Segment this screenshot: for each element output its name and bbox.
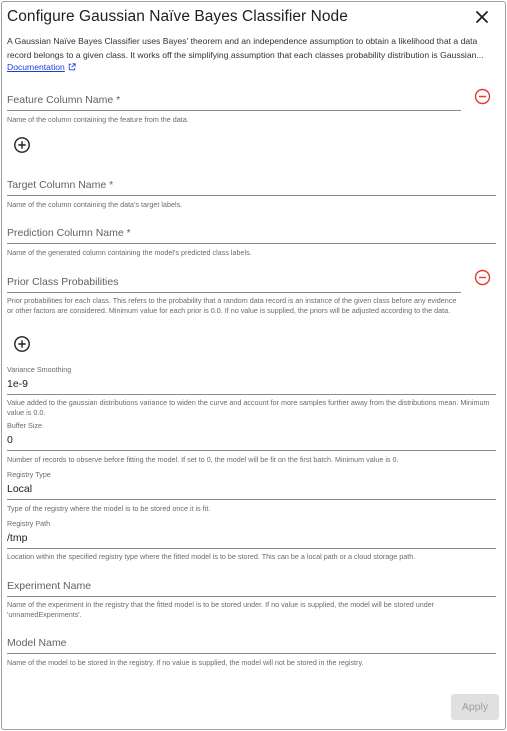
registry-type-value: Local <box>7 483 33 495</box>
remove-prior-class-probability-button[interactable] <box>474 269 491 291</box>
registry-path-label: Registry Path <box>7 519 51 528</box>
registry-type-label: Registry Type <box>7 470 51 479</box>
external-link-icon <box>68 63 76 71</box>
prior-class-probabilities-field[interactable] <box>7 272 461 294</box>
registry-type-underline <box>7 499 496 500</box>
remove-circle-icon <box>474 269 491 286</box>
feature-column-field[interactable] <box>7 90 461 112</box>
remove-circle-icon <box>474 88 491 105</box>
registry-path-helper: Location within the specified registry type where the fitted model is to be stored. This can be a local path or a cloud storage path. <box>7 552 416 561</box>
remove-feature-column-button[interactable] <box>474 88 491 110</box>
model-name-label: Model Name <box>7 637 67 649</box>
target-column-underline <box>7 195 496 196</box>
documentation-link-label: Documentation <box>7 62 65 72</box>
registry-type-helper: Type of the registry where the model is to be stored once it is fit. <box>7 504 211 513</box>
add-prior-class-probability-button[interactable] <box>13 335 31 358</box>
add-circle-icon <box>13 136 31 154</box>
add-circle-icon <box>13 335 31 353</box>
buffer-size-underline <box>7 450 496 451</box>
prediction-column-underline <box>7 243 496 244</box>
prediction-column-label: Prediction Column Name * <box>7 227 131 239</box>
documentation-link[interactable] <box>7 62 76 72</box>
add-feature-column-button[interactable] <box>13 136 31 159</box>
feature-column-label: Feature Column Name * <box>7 94 121 106</box>
prior-class-probabilities-label: Prior Class Probabilities <box>7 276 119 288</box>
prediction-column-helper: Name of the generated column containing the model's predicted class labels. <box>7 248 252 257</box>
model-name-underline <box>7 653 496 654</box>
prediction-column-field[interactable] <box>7 223 496 245</box>
apply-button[interactable]: Apply <box>451 694 499 720</box>
close-icon <box>472 7 492 27</box>
experiment-name-label: Experiment Name <box>7 580 92 592</box>
experiment-name-field[interactable] <box>7 576 496 598</box>
variance-smoothing-helper: Value added to the gaussian distributions variance to widen the curve and account for more samples further away from the distributions mean. Minimum value is 0.0. <box>7 398 490 417</box>
buffer-size-value: 0 <box>7 434 13 446</box>
prior-class-probabilities-helper: Prior probabilities for each class. This refers to the probability that a random data record is an instance of the given class before any evidence or other factors are considered. Minimum value for each prior is 0.0. If no value is supplied, the priors will be adjusted according to the data. <box>7 296 457 315</box>
variance-smoothing-input[interactable] <box>7 375 496 395</box>
registry-type-select[interactable] <box>7 480 496 500</box>
variance-smoothing-label: Variance Smoothing <box>7 365 72 374</box>
variance-smoothing-underline <box>7 394 496 395</box>
feature-column-helper: Name of the column containing the feature from the data. <box>7 115 189 124</box>
registry-path-input[interactable] <box>7 529 496 549</box>
experiment-name-underline <box>7 596 496 597</box>
target-column-label: Target Column Name * <box>7 179 114 191</box>
buffer-size-label: Buffer Size <box>7 421 43 430</box>
feature-column-underline <box>7 110 461 111</box>
model-name-helper: Name of the model to be stored in the registry. If no value is supplied, the model will not be stored in the registry. <box>7 658 364 667</box>
buffer-size-input[interactable] <box>7 431 496 451</box>
target-column-field[interactable] <box>7 175 496 197</box>
dialog-description: A Gaussian Naïve Bayes Classifier uses Bayes' theorem and an independence assumption to obtain a likelihood that a data record belongs to a given class. It works off the simplifying assumption that each classes probability distribution is Gaussian... <box>7 36 484 60</box>
variance-smoothing-value: 1e-9 <box>7 378 29 390</box>
target-column-helper: Name of the column containing the data's target labels. <box>7 200 183 209</box>
registry-path-underline <box>7 548 496 549</box>
experiment-name-helper: Name of the experiment in the registry that the fitted model is to be stored under. If no value is supplied, the model will be stored under 'unnamedExperiments'. <box>7 600 435 619</box>
close-button[interactable] <box>472 7 492 27</box>
registry-path-value: /tmp <box>7 532 28 544</box>
dialog-title: Configure Gaussian Naïve Bayes Classifier Node <box>7 8 348 25</box>
model-name-field[interactable] <box>7 633 496 655</box>
prior-class-probabilities-underline <box>7 292 461 293</box>
buffer-size-helper: Number of records to observe before fitting the model. If set to 0, the model will be fit on the first batch. Minimum value is 0. <box>7 455 399 464</box>
configure-node-dialog <box>1 1 506 730</box>
